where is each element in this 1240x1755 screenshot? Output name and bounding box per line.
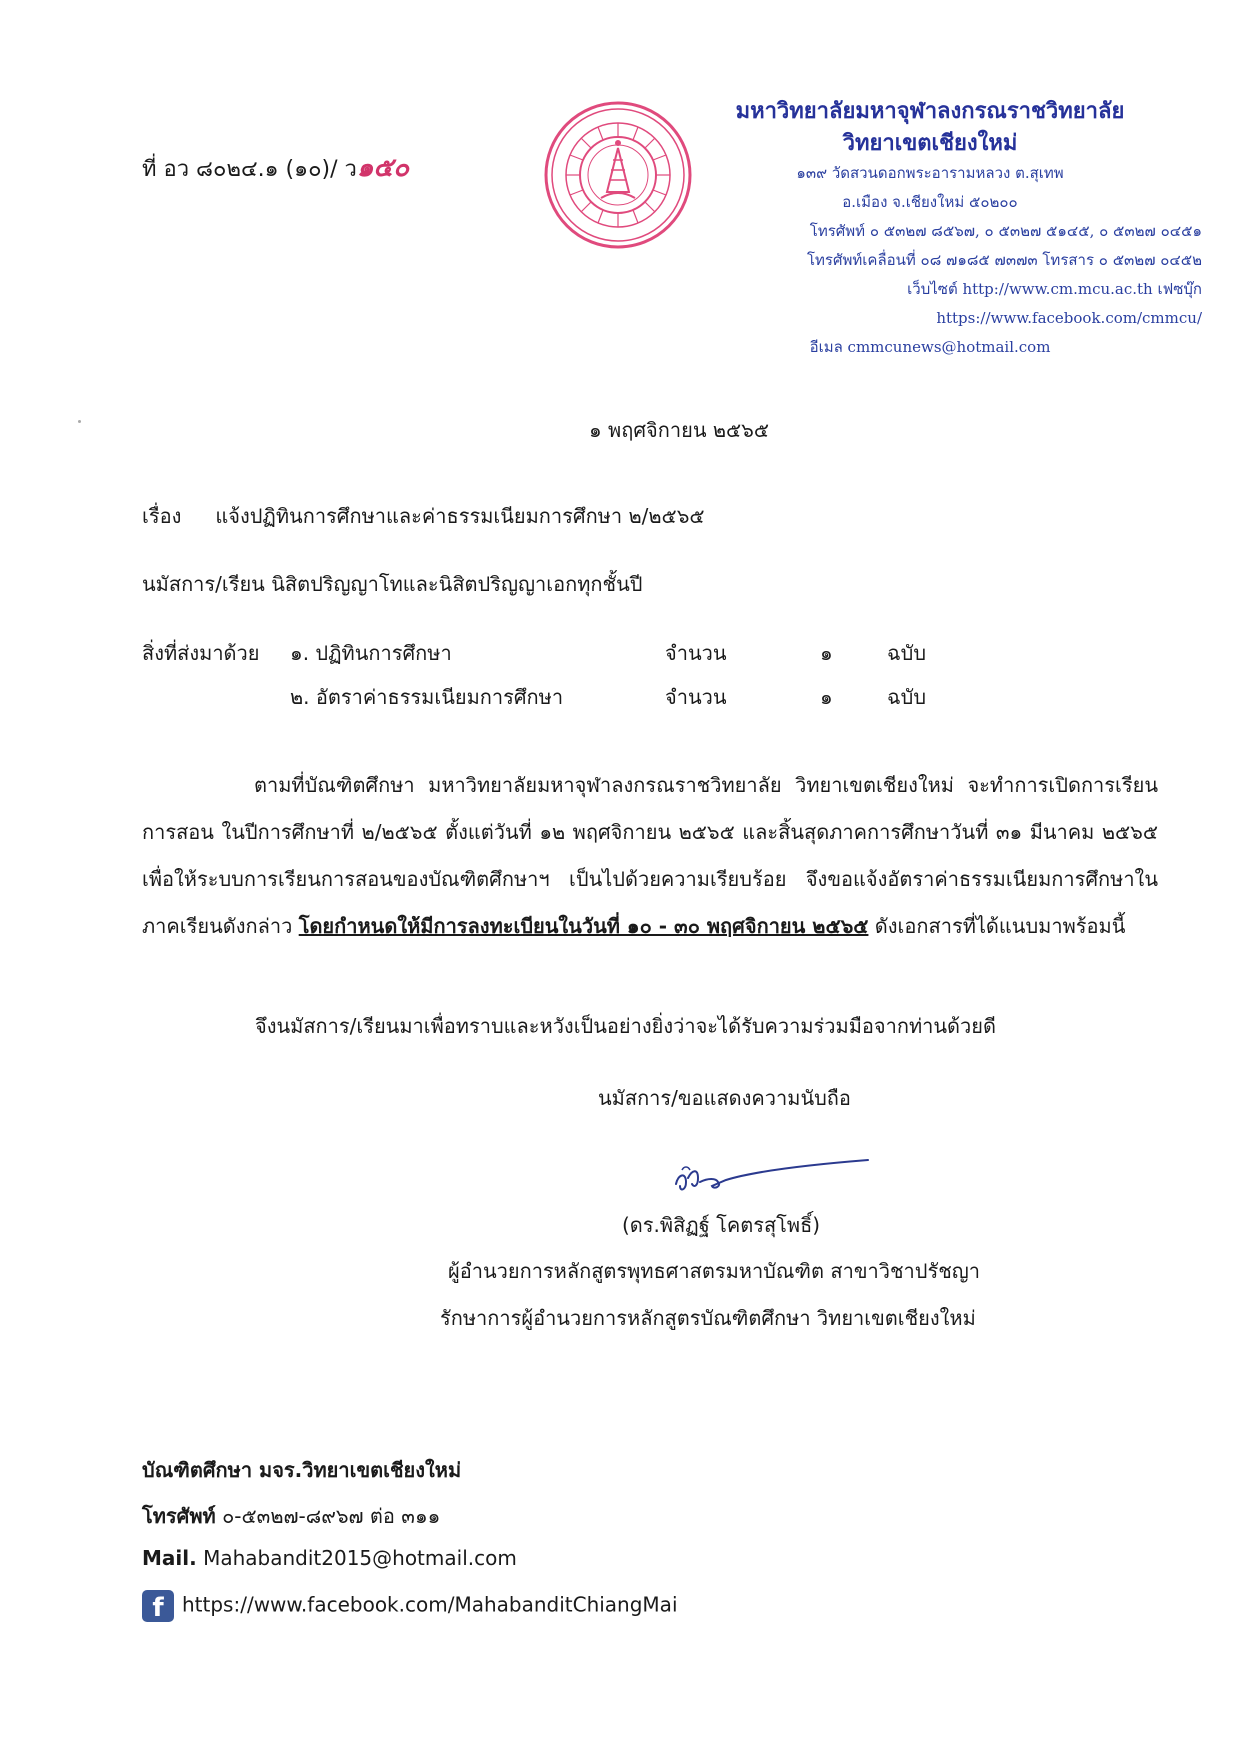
body-tail-text: ดังเอกสารที่ได้แนบมาพร้อมนี้	[874, 914, 1126, 938]
registration-emphasis: โดยกำหนดให้มีการลงทะเบียนในวันที่ ๑๐ - ๓๐ พฤศจิกายน ๒๕๖๕	[298, 914, 869, 938]
reference-handwritten-number: ๑๕๐	[356, 153, 409, 183]
handwritten-signature	[668, 1148, 878, 1208]
email-line: อีเมล cmmcunews@hotmail.com	[809, 338, 1051, 356]
enclosure-count-label: จำนวน	[665, 641, 727, 665]
subject-text: แจ้งปฏิทินการศึกษาและค่าธรรมเนียมการศึกษา ๒/๒๕๖๕	[215, 504, 705, 528]
footer-mail-value: Mahabandit2015@hotmail.com	[203, 1546, 517, 1570]
enclosure-title: ๒. อัตราค่าธรรมเนียมการศึกษา	[290, 685, 564, 709]
enclosures-label: สิ่งที่ส่งมาด้วย	[142, 641, 260, 665]
closing-sentence: จึงนมัสการ/เรียนมาเพื่อทราบและหวังเป็นอย่างยิ่งว่าจะได้รับความร่วมมือจากท่านด้วยดี	[255, 1014, 996, 1038]
enclosure-unit: ฉบับ	[887, 641, 927, 665]
enclosure-count: ๑	[820, 641, 833, 665]
footer-mail	[142, 1546, 517, 1570]
campus-name: วิทยาเขตเชียงใหม่	[842, 130, 1018, 156]
enclosure-count-label: จำนวน	[665, 685, 727, 709]
salutation: นมัสการ/เรียน นิสิตปริญญาโทและนิสิตปริญญาเอกทุกชั้นปี	[142, 572, 643, 596]
enclosure-unit: ฉบับ	[887, 685, 927, 709]
enclosure-item	[290, 681, 990, 711]
footer-phone-label: โทรศัพท์	[142, 1504, 216, 1528]
body-paragraph	[142, 762, 1158, 950]
reference-number	[142, 147, 409, 188]
footer-phone	[142, 1500, 440, 1532]
facebook-icon: f	[142, 1590, 174, 1622]
subject-label: เรื่อง	[142, 504, 182, 528]
footer-facebook	[142, 1590, 678, 1622]
footer-mail-label: Mail.	[142, 1546, 197, 1570]
institution-name: มหาวิทยาลัยมหาจุฬาลงกรณราชวิทยาลัย	[735, 98, 1125, 124]
address-line-1: ๑๓๙ วัดสวนดอกพระอารามหลวง ต.สุเทพ	[796, 164, 1064, 182]
phone-line: โทรศัพท์ ๐ ๕๓๒๗ ๘๕๖๗, ๐ ๕๓๒๗ ๕๑๔๕, ๐ ๕๓๒๗ ๐๔๕๑	[809, 222, 1202, 240]
footer-facebook-url[interactable]: https://www.facebook.com/MahabanditChiangMai	[182, 1592, 678, 1617]
scan-speck	[78, 420, 81, 423]
signatory-position-2: รักษาการผู้อำนวยการหลักสูตรบัณฑิตศึกษา วิทยาเขตเชียงใหม่	[440, 1306, 976, 1330]
signatory-name: (ดร.พิสิฏฐ์ โคตรสุโพธิ์)	[622, 1213, 821, 1237]
subject-line	[142, 500, 705, 532]
reference-prefix: ที่ อว ๘๐๒๔.๑ (๑๐)/ ว	[142, 157, 357, 182]
footer-phone-value: ๐-๕๓๒๗-๘๙๖๗ ต่อ ๓๑๑	[222, 1504, 441, 1528]
enclosure-title: ๑. ปฏิทินการศึกษา	[290, 641, 452, 665]
enclosure-item	[290, 637, 990, 667]
regards: นมัสการ/ขอแสดงความนับถือ	[598, 1086, 851, 1110]
footer-office: บัณฑิตศึกษา มจร.วิทยาเขตเชียงใหม่	[142, 1458, 462, 1482]
letter-date: ๑ พฤศจิกายน ๒๕๖๕	[589, 418, 769, 442]
mobile-fax-line: โทรศัพท์เคลื่อนที่ ๐๘ ๗๑๘๕ ๗๓๗๓ โทรสาร ๐ ๕๓๒๗ ๐๔๕๒	[806, 251, 1202, 269]
enclosure-count: ๑	[820, 685, 833, 709]
body-main-text: ตามที่บัณฑิตศึกษา มหาวิทยาลัยมหาจุฬาลงกรณราชวิทยาลัย วิทยาเขตเชียงใหม่ จะทำการเปิดการเรียนการสอน ในปีการศึกษาที่ ๒/๒๕๖๕ ตั้งแต่วันที่ ๑๒ พฤศจิกายน ๒๕๖๕ และสิ้นสุดภาคการศึกษาวันที่ ๓๑ มีนาคม ๒๕๖๕ เพื่อให้ระบบการเรียนการสอนของบัณฑิตศึกษาฯ เป็นไปด้วยความเรียบร้อย จึงขอแจ้งอัตราค่าธรรมเนียมการศึกษาในภาคเรียนดังกล่าว	[142, 773, 1158, 938]
website-line: เว็บไซต์ http://www.cm.mcu.ac.th เฟซบุ๊ก https://www.facebook.com/cmmcu/	[907, 280, 1202, 327]
address-line-2: อ.เมือง จ.เชียงใหม่ ๕๐๒๐๐	[842, 193, 1018, 211]
signatory-position-1: ผู้อำนวยการหลักสูตรพุทธศาสตรมหาบัณฑิต สาขาวิชาปรัชญา	[448, 1259, 981, 1283]
institution-header	[650, 95, 1210, 362]
